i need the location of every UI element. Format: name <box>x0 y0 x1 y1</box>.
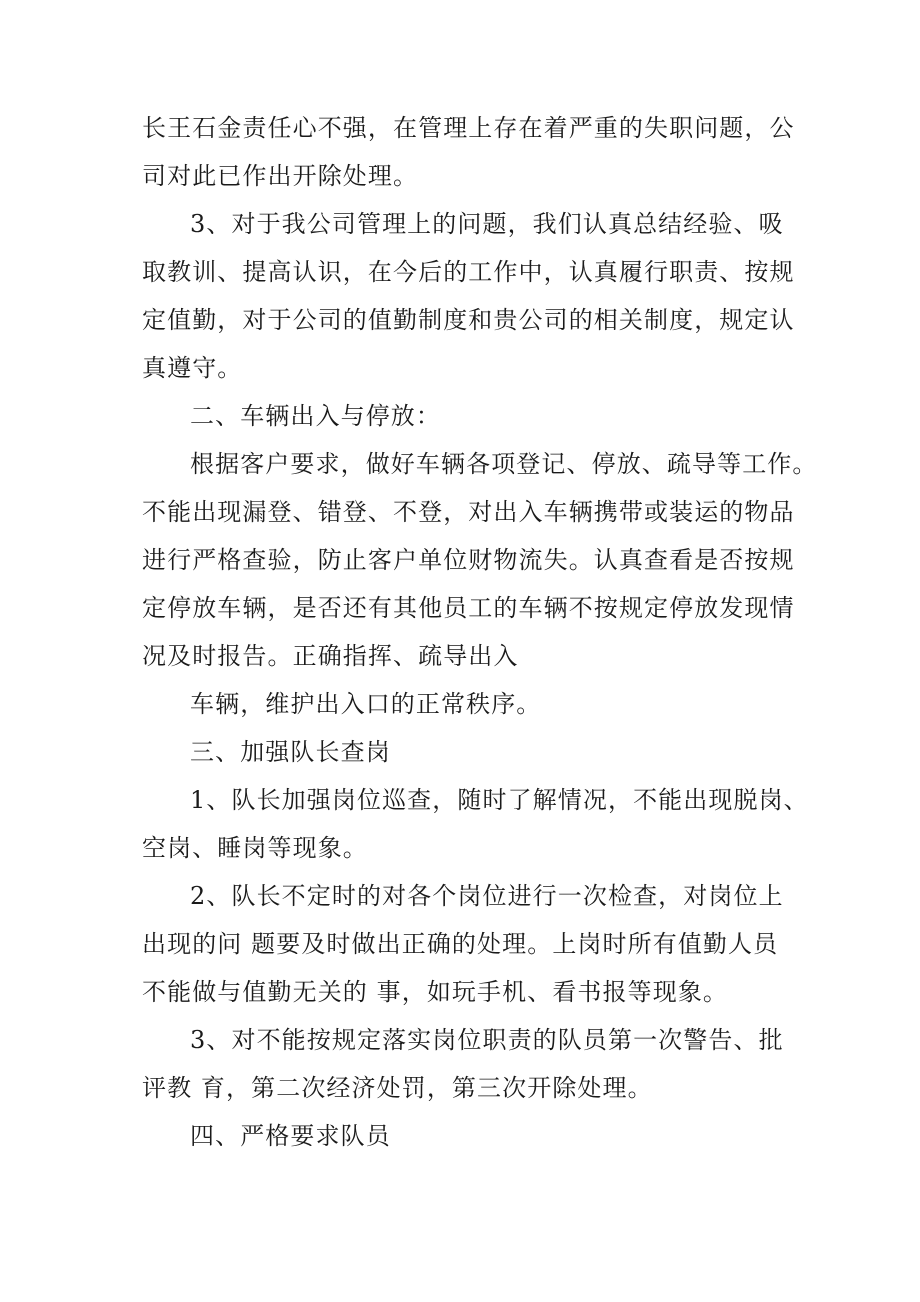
text-line: 不能出现漏登、错登、不登，对出入车辆携带或装运的物品 <box>142 498 795 526</box>
text-line: 进行严格查验，防止客户单位财物流失。认真查看是否按规 <box>142 546 795 574</box>
text-line: 真遵守。 <box>142 354 243 382</box>
paragraph-start: 车辆，维护出入口的正常秩序。 <box>190 690 542 718</box>
text-line: 定值勤，对于公司的值勤制度和贵公司的相关制度，规定认 <box>142 306 795 334</box>
text-line: 评教 育，第二次经济处罚，第三次开除处理。 <box>142 1074 653 1102</box>
text-line: 空岗、睡岗等现象。 <box>142 834 368 862</box>
paragraph-start: 2、队长不定时的对各个岗位进行一次检查，对岗位上 <box>190 882 784 910</box>
section-heading: 三、加强队长查岗 <box>190 738 391 766</box>
text-line: 出现的问 题要及时做出正确的处理。上岗时所有值勤人员 <box>142 930 779 958</box>
section-heading: 四、严格要求队员 <box>190 1122 391 1150</box>
text-line: 况及时报告。正确指挥、疏导出入 <box>142 642 519 670</box>
paragraph-start: 3、对于我公司管理上的问题，我们认真总结经验、吸 <box>190 210 784 238</box>
paragraph-start: 根据客户要求，做好车辆各项登记、停放、疏导等工作。 <box>190 450 818 478</box>
text-line: 司对此已作出开除处理。 <box>142 162 419 190</box>
text-line: 长王石金责任心不强，在管理上存在着严重的失职问题，公 <box>142 114 795 142</box>
text-line: 定停放车辆，是否还有其他员工的车辆不按规定停放发现情 <box>142 594 795 622</box>
section-heading: 二、车辆出入与停放： <box>190 402 441 430</box>
paragraph-start: 1、队长加强岗位巡查，随时了解情况，不能出现脱岗、 <box>190 786 809 814</box>
text-line: 取教训、提高认识，在今后的工作中，认真履行职责、按规 <box>142 258 795 286</box>
text-line: 不能做与值勤无关的 事，如玩手机、看书报等现象。 <box>142 978 729 1006</box>
paragraph-start: 3、对不能按规定落实岗位职责的队员第一次警告、批 <box>190 1026 784 1054</box>
